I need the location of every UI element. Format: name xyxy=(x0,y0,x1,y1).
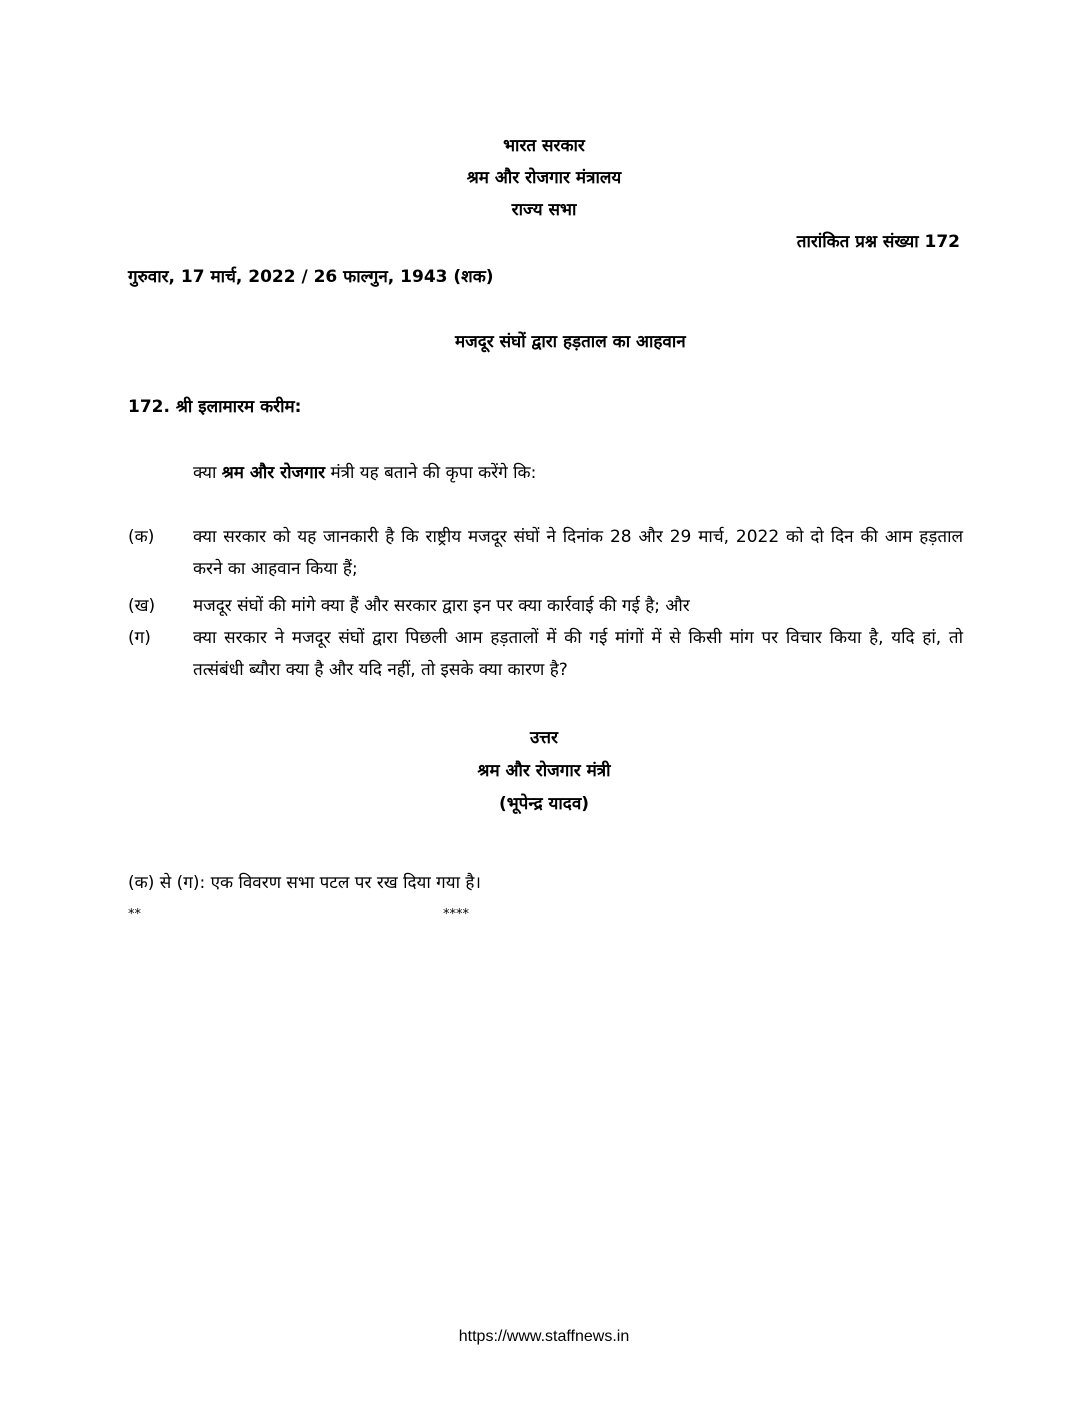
intro-prefix: क्या xyxy=(193,463,217,483)
footer-url: https://www.staffnews.in xyxy=(458,1328,630,1345)
question-label-ka: (क) xyxy=(128,527,155,547)
question-label-kha: (ख) xyxy=(128,596,156,616)
separator-right: **** xyxy=(443,907,469,922)
question-text-ga: क्या सरकार ने मजदूर संघों द्वारा पिछली आम हड़तालों में की गई मांगों में से किसी मांग पर विचार किया है, यदि हां, तो तत्संबंधी ब्यौरा क्या है और यदि नहीं, तो इसके क्या कारण है? xyxy=(193,628,963,680)
header-government: भारत सरकार xyxy=(503,136,585,156)
question-number: तारांकित प्रश्न संख्या 172 xyxy=(796,232,960,252)
date-line: गुरुवार, 17 मार्च, 2022 / 26 फाल्गुन, 1943 (शक) xyxy=(128,267,494,287)
answer-minister-name: (भूपेन्द्र यादव) xyxy=(498,794,590,814)
answer-heading: उत्तर xyxy=(529,728,559,748)
question-subject: मजदूर संघों द्वारा हड़ताल का आहवान xyxy=(455,332,686,352)
separator-left: ** xyxy=(128,907,141,922)
answer-minister-title: श्रम और रोजगार मंत्री xyxy=(477,761,611,781)
header-house: राज्य सभा xyxy=(511,200,577,220)
intro-suffix: मंत्री यह बताने की कृपा करेंगे कि: xyxy=(330,463,537,483)
asker-name: 172. श्री इलामारम करीम: xyxy=(128,397,302,417)
question-text-kha: मजदूर संघों की मांगे क्या हैं और सरकार द्वारा इन पर क्या कार्रवाई की गई है; और xyxy=(193,596,690,616)
question-text-ka: क्या सरकार को यह जानकारी है कि राष्ट्रीय मजदूर संघों ने दिनांक 28 और 29 मार्च, 2022 को दो दिन की आम हड़ताल करने का आहवान किया हैं; xyxy=(193,527,963,579)
question-label-ga: (ग) xyxy=(128,628,151,648)
header-ministry: श्रम और रोजगार मंत्रालय xyxy=(466,168,622,188)
answer-reply: (क) से (ग): एक विवरण सभा पटल पर रख दिया गया है। xyxy=(128,873,481,893)
intro-minister: श्रम और रोजगार xyxy=(221,463,326,483)
question-intro xyxy=(193,461,536,485)
